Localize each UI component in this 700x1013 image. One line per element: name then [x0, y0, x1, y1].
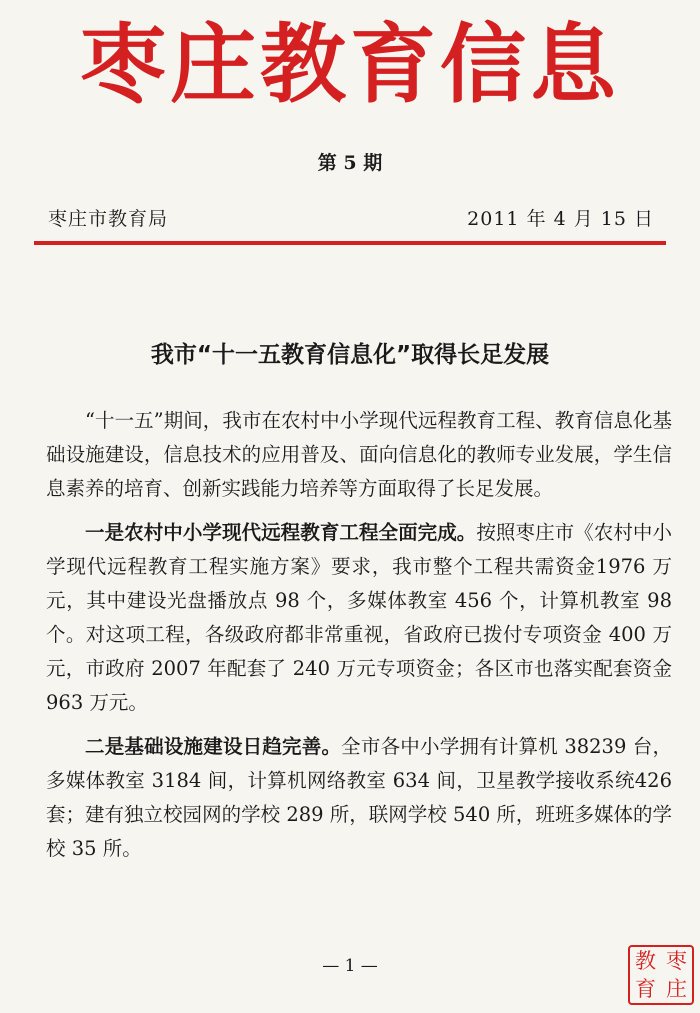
red-divider — [34, 241, 666, 245]
section-lead: 二是基础设施建设日趋完善。 — [85, 735, 342, 758]
section-paragraph — [46, 516, 672, 720]
red-seal-stamp — [628, 945, 694, 1005]
page-number: — 1 — — [322, 956, 378, 976]
section-paragraph — [46, 730, 672, 866]
seal-char: 教 — [635, 948, 656, 973]
issuer-name: 枣庄市教育局 — [48, 208, 169, 230]
article-body — [46, 404, 672, 876]
section-text: 按照枣庄市《农村中小学现代远程教育工程实施方案》要求，我市整个工程共需资金1976 万元，其中建设光盘播放点 98 个，多媒体教室 456 个，计算机教室 98 个。对这项工程，各级政府都非常重视，省政府已拨付专项资金 400 万元，市政府 2007 年配套了 240 万元专项资金；各区市也落实配套资金 963 万元。 — [46, 521, 672, 714]
masthead-title: 枣庄教育信息 — [80, 14, 620, 115]
issue-date: 2011 年 4 月 15 日 — [467, 208, 654, 230]
seal-char: 枣 — [666, 948, 687, 973]
article-title: 我市“十一五教育信息化”取得长足发展 — [150, 342, 550, 368]
issue-number: 第 5 期 — [317, 152, 383, 174]
seal-char: 育 — [635, 976, 656, 1001]
seal-char: 庄 — [666, 976, 687, 1001]
intro-paragraph: “十一五”期间，我市在农村中小学现代远程教育工程、教育信息化基础设施建设，信息技术的应用普及、面向信息化的教师专业发展，学生信息素养的培育、创新实践能力培养等方面取得了长足发展。 — [46, 409, 672, 500]
section-text: 全市各中小学拥有计算机 38239 台，多媒体教室 3184 间，计算机网络教室 634 间，卫星教学接收系统426 套；建有独立校园网的学校 289 所，联网学校 540 所，班班多媒体的学校 35 所。 — [46, 735, 672, 860]
section-lead: 一是农村中小学现代远程教育工程全面完成。 — [85, 521, 477, 544]
